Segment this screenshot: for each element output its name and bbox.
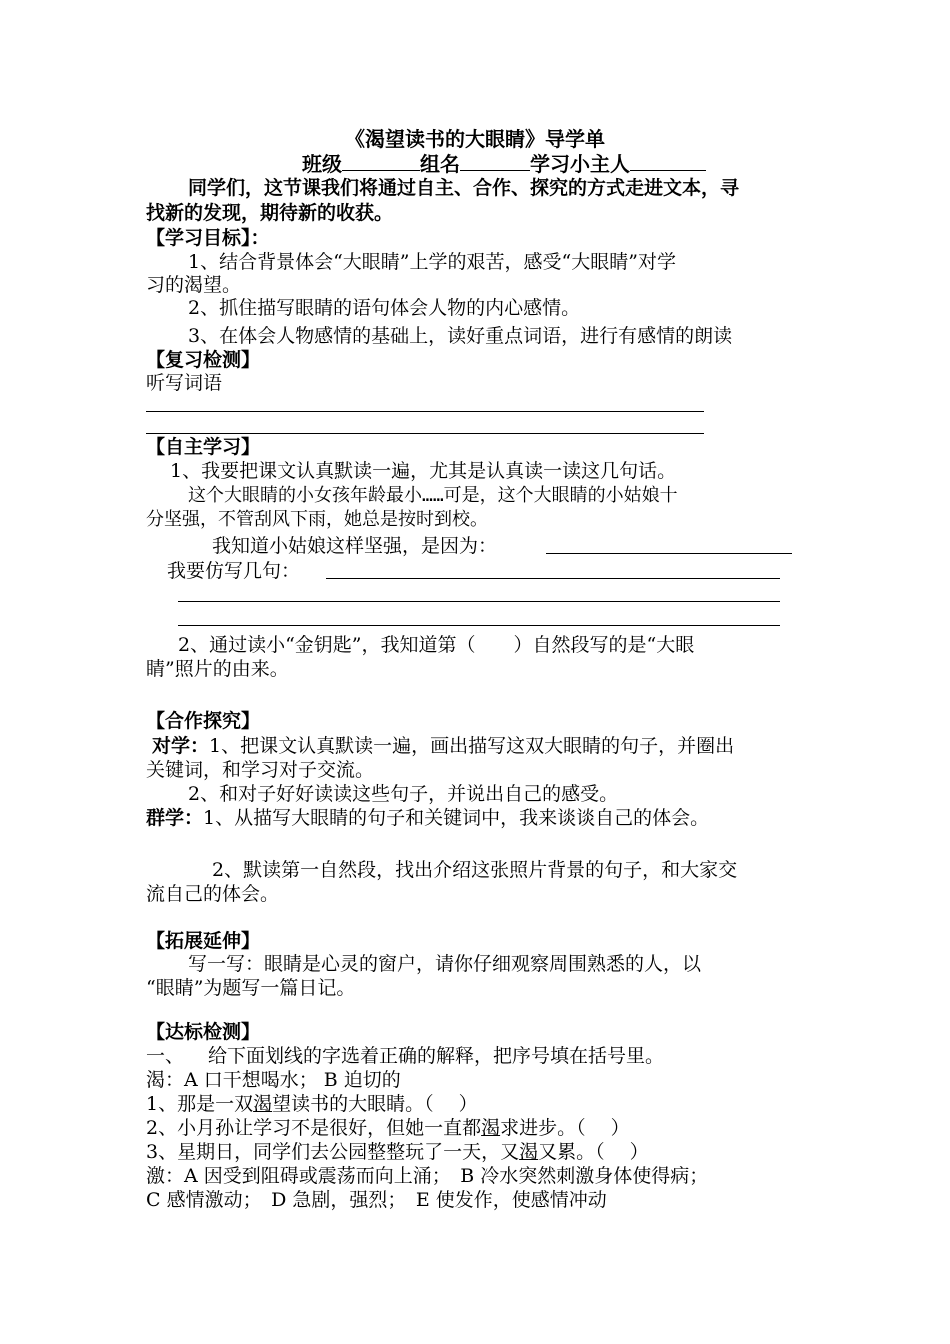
- pair-1a-text: 1、把课文认真默读一遍，画出描写这双大眼睛的句子，并圈出: [209, 735, 735, 757]
- subtitle-row: [302, 152, 706, 176]
- s3-word: 渴: [519, 1141, 539, 1163]
- host-blank[interactable]: [630, 152, 706, 171]
- test-sentence-2: [146, 1116, 630, 1140]
- host-label: 学习小主人: [530, 152, 630, 176]
- review-answer-line-2[interactable]: [146, 433, 704, 434]
- imitate-answer-line-3[interactable]: [178, 625, 780, 626]
- pair-1b: 关键词，和学习对子交流。: [146, 759, 375, 781]
- pair-label: 对学：: [152, 735, 210, 757]
- s1-word: 渴: [253, 1093, 273, 1115]
- self-study-q2b: 睛”照片的由来。: [146, 658, 289, 680]
- reason-answer-line[interactable]: [546, 553, 792, 554]
- s1-post: 望读书的大眼睛。（ ）: [272, 1093, 478, 1115]
- part-1-number: 一、: [146, 1045, 185, 1067]
- imitate-answer-line-2[interactable]: [178, 601, 780, 602]
- goal-1b: 习的渴望。: [146, 274, 242, 296]
- quote-line-2: 分坚强，不管刮风下雨，她总是按时到校。: [146, 509, 488, 530]
- group-1: [146, 806, 709, 830]
- test-part-1: [146, 1044, 664, 1068]
- group-2a: 2、默读第一自然段，找出介绍这张照片背景的句子，和大家交: [212, 859, 738, 881]
- group-label: 组名: [420, 152, 460, 176]
- quote-line-1: 这个大眼睛的小女孩年龄最小……可是，这个大眼睛的小姑娘十: [188, 485, 678, 506]
- ji-definition-2: C 感情激动； D 急剧，强烈； E 使发作，使感情冲动: [146, 1189, 607, 1211]
- extend-line-1: 写一写：眼睛是心灵的窗户，请你仔细观察周围熟悉的人，以: [188, 953, 702, 975]
- ji-definition-1: 激：A 因受到阻碍或震荡而向上涌； B 冷水突然刺激身体使得病；: [146, 1165, 709, 1187]
- class-blank[interactable]: [342, 152, 420, 171]
- coop-heading: 【合作探究】: [146, 710, 261, 732]
- imitate-label: 我要仿写几句：: [167, 560, 301, 582]
- goal-1a: 1、结合背景体会“大眼睛”上学的艰苦，感受“大眼睛”对学: [188, 251, 676, 273]
- imitate-answer-line-1[interactable]: [326, 578, 780, 579]
- group-blank[interactable]: [460, 152, 530, 171]
- group-2b: 流自己的体会。: [146, 883, 280, 905]
- test-heading: 【达标检测】: [146, 1021, 261, 1043]
- intro-line-2: 找新的发现，期待新的收获。: [146, 202, 394, 224]
- s3-post: 又累。（ ）: [538, 1141, 649, 1163]
- class-label: 班级: [302, 152, 342, 176]
- group-label: 群学：: [146, 807, 204, 829]
- s3-pre: 3、星期日，同学们去公园整整玩了一天，又: [146, 1141, 520, 1163]
- page-title: 《渴望读书的大眼睛》导学单: [345, 127, 605, 151]
- test-sentence-3: [146, 1140, 649, 1164]
- intro-line-1: 同学们，这节课我们将通过自主、合作、探究的方式走进文本，寻: [188, 177, 740, 199]
- self-study-q1: 1、我要把课文认真默读一遍，尤其是认真读一读这几句话。: [170, 460, 677, 482]
- extend-line-2: “眼睛”为题写一篇日记。: [146, 977, 356, 999]
- part-1-instruction: 给下面划线的字选着正确的解释，把序号填在括号里。: [208, 1045, 665, 1067]
- review-answer-line-1[interactable]: [146, 411, 704, 412]
- s2-pre: 2、小月孙让学习不是很好，但她一直都: [146, 1117, 482, 1139]
- ke-definition: 渴：A 口干想喝水； B 迫切的: [146, 1069, 401, 1091]
- s2-post: 求进步。（ ）: [500, 1117, 630, 1139]
- goals-heading: 【学习目标】：: [146, 227, 270, 249]
- goal-2: 2、抓住描写眼睛的语句体会人物的内心感情。: [188, 297, 581, 319]
- s1-pre: 1、那是一双: [146, 1093, 254, 1115]
- pair-1a: [152, 734, 734, 758]
- review-heading: 【复习检测】: [146, 349, 261, 371]
- self-study-q2a: 2、通过读小“金钥匙”，我知道第（ ）自然段写的是“大眼: [178, 634, 695, 656]
- pair-2: 2、和对子好好读读这些句子，并说出自己的感受。: [188, 783, 619, 805]
- test-sentence-1: [146, 1092, 478, 1116]
- reason-label: 我知道小姑娘这样坚强，是因为：: [212, 535, 498, 557]
- extend-heading: 【拓展延伸】: [146, 930, 261, 952]
- goal-3: 3、在体会人物感情的基础上，读好重点词语，进行有感情的朗读: [188, 325, 733, 347]
- s2-word: 渴: [481, 1117, 501, 1139]
- self-study-heading: 【自主学习】: [146, 436, 261, 458]
- group-1-text: 1、从描写大眼睛的句子和关键词中，我来谈谈自己的体会。: [203, 807, 710, 829]
- review-line: 听写词语: [146, 372, 223, 394]
